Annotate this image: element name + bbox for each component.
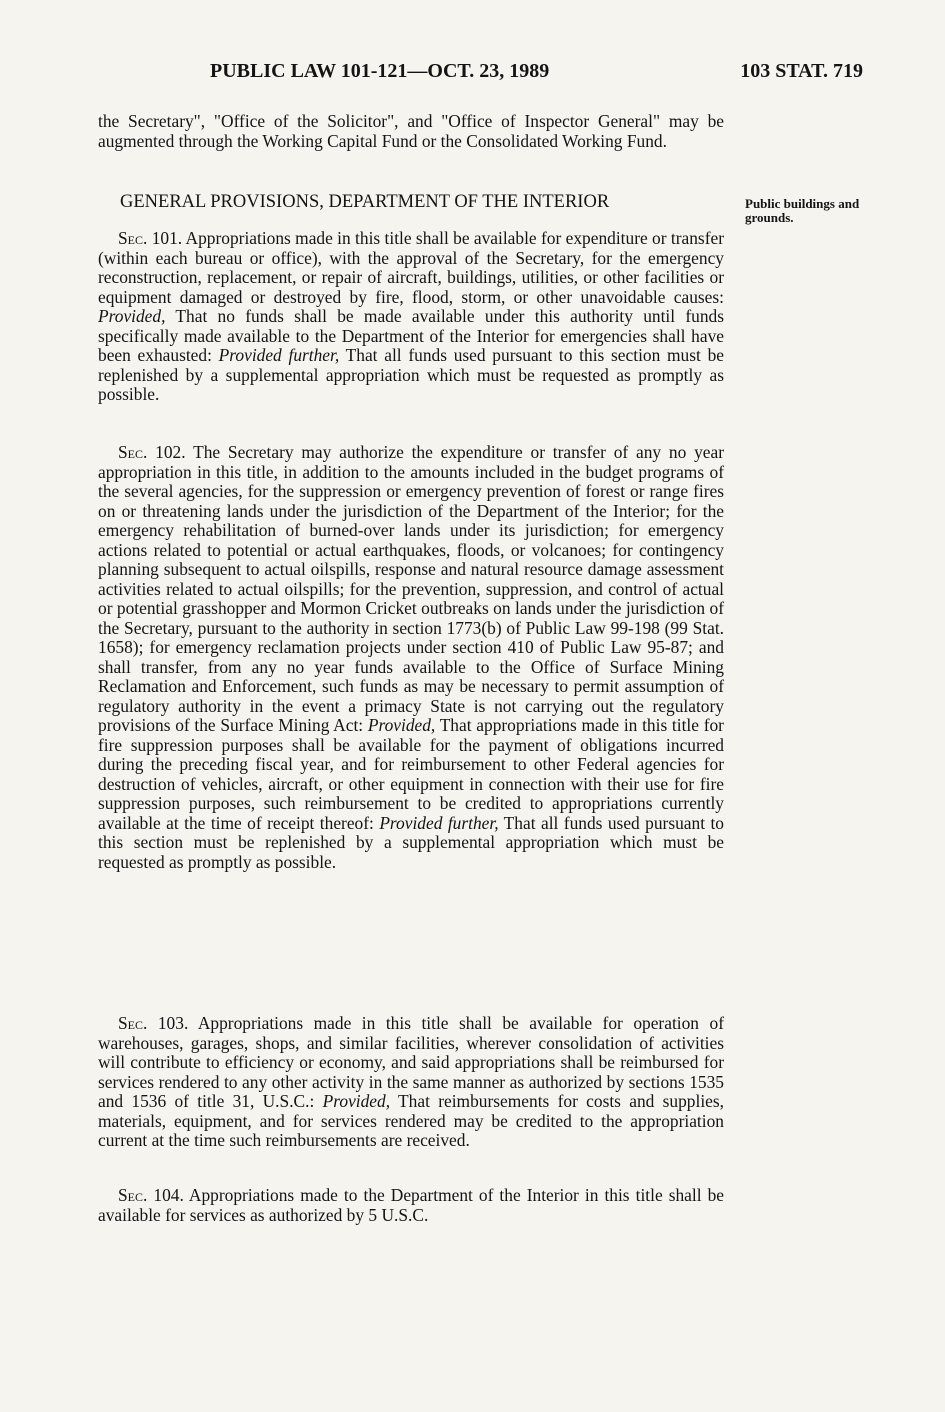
page-header <box>210 60 863 86</box>
section-103-text <box>98 1014 724 1151</box>
law-title: PUBLIC LAW 101-121—OCT. 23, 1989 <box>210 60 550 82</box>
section-104-label: Sec. 104. <box>118 1185 184 1205</box>
section-101-part-3: That all funds used pursuant to this section must be replenished by a supplemental appropriation which must be requested as promptly as possible. <box>98 345 724 404</box>
section-104 <box>98 1186 724 1225</box>
section-102-proviso-1: Provided, <box>367 715 436 735</box>
section-101-label: Sec. 101. <box>118 228 183 248</box>
stat-page-number: 103 STAT. 719 <box>740 60 863 82</box>
section-101-part-2: That no funds shall be made available under this authority until funds specifically made available to the Department of the Interior for emergencies shall have been exhausted: <box>98 306 724 365</box>
section-101-proviso-1: Provided, <box>98 306 166 326</box>
section-104-text <box>98 1186 724 1225</box>
section-heading: GENERAL PROVISIONS, DEPARTMENT OF THE INTERIOR <box>120 192 610 212</box>
section-103-part-1: Appropriations made in this title shall be available for operation of warehouses, garages, shops, and similar facilities, wherever consolidation of activities will contribute to efficiency or economy, and said appropriations shall be reimbursed for services rendered to any other activity in the same manner as authorized by sections 1535 and 1536 of title 31, U.S.C.: <box>98 1013 724 1111</box>
section-102-part-1: The Secretary may authorize the expenditure or transfer of any no year appropriation in this title, in addition to the amounts included in the budget programs of the several agencies, for the suppression or emergency prevention of forest or range fires on or threatening lands under the jurisdiction of the Department of the Interior; for the emergency rehabilitation of burned-over lands under its jurisdiction; for emergency actions related to potential or actual earthquakes, floods, or volcanoes; for contingency planning subsequent to actual oilspills, response and natural resource damage assessment activities related to actual oilspills; for the prevention, suppression, and control of actual or potential grasshopper and Mormon Cricket outbreaks on lands under the jurisdiction of the Secretary, pursuant to the authority in section 1773(b) of Public Law 99-198 (99 Stat. 1658); for emergency reclamation projects under section 410 of Public Law 95-87; and shall transfer, from any no year funds available to the Office of Surface Mining Reclamation and Enforcement, such funds as may be necessary to permit assumption of regulatory authority in the event a primacy State is not carrying out the regulatory provisions of the Surface Mining Act: <box>98 442 724 735</box>
intro-paragraph: the Secretary", "Office of the Solicitor", and "Office of Inspector General" may be augmented through the Working Capital Fund or the Consolidated Working Fund. <box>98 111 724 151</box>
section-102-part-2: That appropriations made in this title for fire suppression purposes shall be available for the payment of obligations incurred during the preceding fiscal year, and for reimbursement to other Federal agencies for destruction of vehicles, aircraft, or other equipment in connection with their use for fire suppression purposes, such reimbursement to be credited to appropriations currently available at the time of receipt thereof: <box>98 715 724 833</box>
section-103-part-2: That reimbursements for costs and supplies, materials, equipment, and for services rendered may be credited to the appropriation current at the time such reimbursements are received. <box>98 1091 724 1150</box>
section-102-text <box>98 443 724 872</box>
section-101-text <box>98 229 724 405</box>
section-103 <box>98 1014 724 1151</box>
section-102-part-3: That all funds used pursuant to this section must be replenished by a supplemental appropriation which must be requested as promptly as possible. <box>98 812 724 872</box>
section-104-part-1: Appropriations made to the Department of the Interior in this title shall be available for services as authorized by 5 U.S.C. <box>98 1185 724 1225</box>
section-103-proviso-1: Provided, <box>322 1091 391 1111</box>
section-101 <box>98 229 724 405</box>
section-101-proviso-2: Provided further, <box>218 345 340 365</box>
section-102-label: Sec. 102. <box>118 442 186 462</box>
section-101-part-1: Appropriations made in this title shall be available for expenditure or transfer (within each bureau or office), with the approval of the Secretary, for the emergency reconstruction, replacement, or repair of aircraft, buildings, utilities, or other facilities or equipment damaged or destroyed by fire, flood, storm, or other unavoidable causes: <box>98 228 724 307</box>
section-102-proviso-2: Provided further, <box>379 812 499 833</box>
section-103-label: Sec. 103. <box>118 1013 189 1033</box>
section-102 <box>98 443 724 872</box>
margin-note: Public buildings and grounds. <box>745 196 860 225</box>
